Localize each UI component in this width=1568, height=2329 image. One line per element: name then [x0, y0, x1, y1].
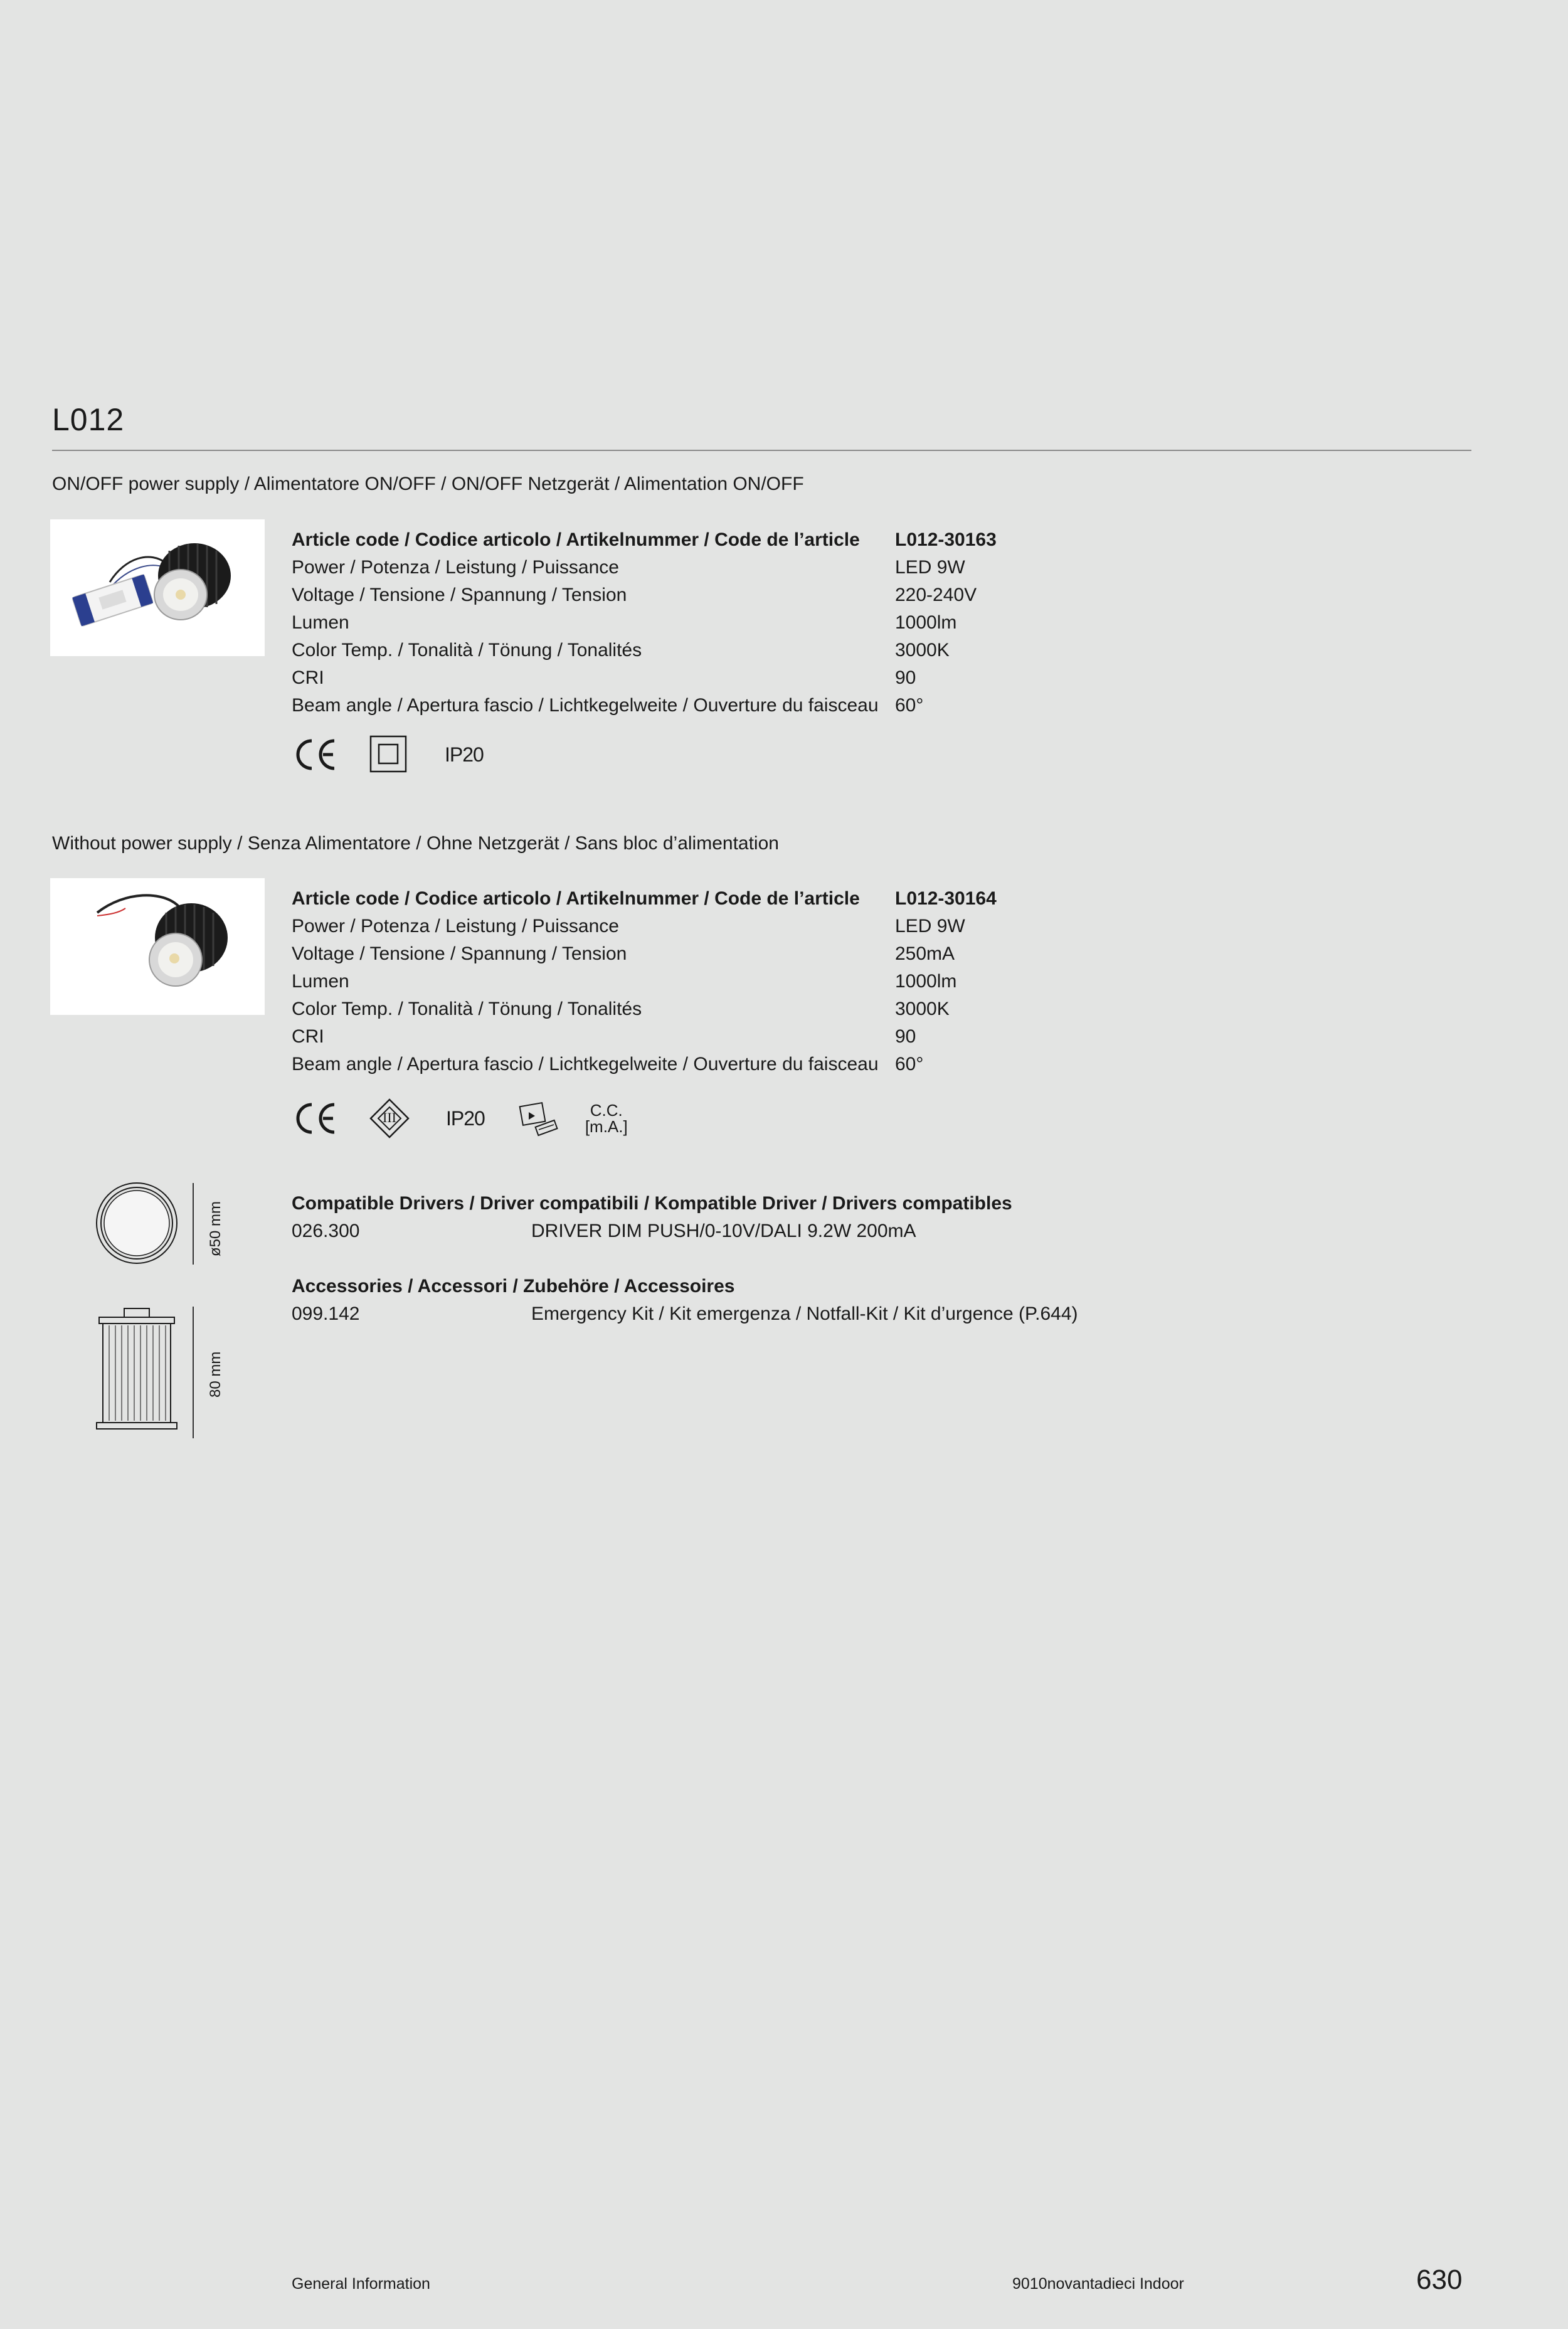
spec-label: Beam angle / Apertura fascio / Lichtkegelweite / Ouverture du faisceau [292, 695, 879, 716]
spec-row-article-code [292, 885, 997, 913]
spec-label: Beam angle / Apertura fascio / Lichtkegelweite / Ouverture du faisceau [292, 1054, 879, 1074]
spec-value: 3000K [895, 640, 950, 661]
accessory-code: 099.142 [292, 1303, 360, 1324]
spec-label: Article code / Codice articolo / Artikelnummer / Code de l’article [292, 888, 860, 909]
spec-label: Voltage / Tensione / Spannung / Tension [292, 943, 627, 964]
spec-row-cri [292, 1023, 997, 1051]
product-1-subtitle: ON/OFF power supply / Alimentatore ON/OFF / ON/OFF Netzgerät / Alimentation ON/OFF [52, 474, 804, 494]
footer-brand: 9010novantadieci Indoor [1012, 2275, 1184, 2293]
ip-rating-label: IP20 [445, 743, 484, 766]
accessory-row [292, 1303, 1078, 1325]
accessories-heading: Accessories / Accessori / Zubehöre / Accessoires [292, 1276, 735, 1297]
ip-rating-label: IP20 [446, 1106, 485, 1130]
compatible-drivers-heading: Compatible Drivers / Driver compatibili / Kompatible Driver / Drivers compatibles [292, 1193, 1012, 1214]
spec-row-cri [292, 664, 997, 692]
title-divider [52, 450, 1471, 451]
spec-value: 90 [895, 1026, 916, 1047]
double-insulation-icon [369, 735, 408, 774]
driver-row [292, 1221, 916, 1242]
class-iii-icon [369, 1098, 410, 1138]
spec-value: 1000lm [895, 612, 957, 633]
spec-value: 60° [895, 1054, 924, 1074]
product-1-cert-icons [292, 735, 484, 774]
spec-row-beam-angle [292, 692, 997, 719]
spec-value: LED 9W [895, 557, 965, 578]
spec-value: L012-30163 [895, 529, 997, 550]
product-2-cert-icons [292, 1096, 628, 1140]
spec-row-lumen [292, 968, 997, 995]
side-view-drawing [94, 1307, 179, 1438]
ce-mark-icon [292, 737, 338, 772]
spec-value: 220-240V [895, 585, 977, 605]
driver-desc: DRIVER DIM PUSH/0-10V/DALI 9.2W 200mA [531, 1221, 916, 1241]
product-1-spec-table [292, 526, 997, 719]
led-module-with-driver-icon [50, 519, 265, 656]
spec-label: Voltage / Tensione / Spannung / Tension [292, 585, 627, 605]
spec-value: 3000K [895, 999, 950, 1019]
spec-row-article-code [292, 526, 997, 554]
spec-value: 1000lm [895, 971, 957, 992]
spec-value: L012-30164 [895, 888, 997, 909]
cc-line-1: C.C. [590, 1101, 623, 1120]
dimmable-remote-icon [517, 1100, 560, 1137]
spec-row-voltage [292, 940, 997, 968]
height-label: 80 mm [207, 1351, 224, 1398]
spec-row-power [292, 913, 997, 940]
diameter-label: ø50 mm [207, 1201, 224, 1256]
spec-value: 250mA [895, 943, 955, 964]
constant-current-label [585, 1102, 628, 1135]
accessory-desc: Emergency Kit / Kit emergenza / Notfall-Kit / Kit d’urgence (P.644) [531, 1303, 1078, 1324]
spec-value: 60° [895, 695, 924, 716]
spec-label: Power / Potenza / Leistung / Puissance [292, 557, 619, 578]
product-2-subtitle: Without power supply / Senza Alimentatore / Ohne Netzgerät / Sans bloc d’alimentation [52, 833, 779, 854]
product-1-photo [50, 519, 265, 656]
spec-label: Power / Potenza / Leistung / Puissance [292, 916, 619, 936]
spec-row-beam-angle [292, 1051, 997, 1078]
spec-label: Lumen [292, 612, 349, 633]
front-view-drawing [94, 1180, 179, 1266]
product-2-photo [50, 878, 265, 1015]
spec-label: CRI [292, 667, 324, 688]
spec-row-power [292, 554, 997, 581]
spec-label: Color Temp. / Tonalità / Tönung / Tonalités [292, 640, 642, 661]
spec-label: Color Temp. / Tonalità / Tönung / Tonalités [292, 999, 642, 1019]
driver-code: 026.300 [292, 1221, 360, 1241]
cc-line-2: [m.A.] [585, 1117, 628, 1136]
page-number: 630 [1416, 2264, 1463, 2295]
footer-section: General Information [292, 2275, 430, 2293]
spec-value: 90 [895, 667, 916, 688]
page-title: L012 [52, 402, 125, 437]
led-module-icon [50, 878, 265, 1015]
spec-row-lumen [292, 609, 997, 637]
spec-label: Lumen [292, 971, 349, 992]
spec-value: LED 9W [895, 916, 965, 936]
spec-label: Article code / Codice articolo / Artikelnummer / Code de l’article [292, 529, 860, 550]
diameter-dimension-line [193, 1183, 194, 1265]
product-2-spec-table [292, 885, 997, 1078]
spec-row-color-temp [292, 995, 997, 1023]
class-iii-label: III [383, 1110, 396, 1125]
spec-row-voltage [292, 581, 997, 609]
ce-mark-icon [292, 1101, 338, 1136]
spec-label: CRI [292, 1026, 324, 1047]
height-dimension-line [193, 1307, 194, 1438]
spec-row-color-temp [292, 637, 997, 664]
